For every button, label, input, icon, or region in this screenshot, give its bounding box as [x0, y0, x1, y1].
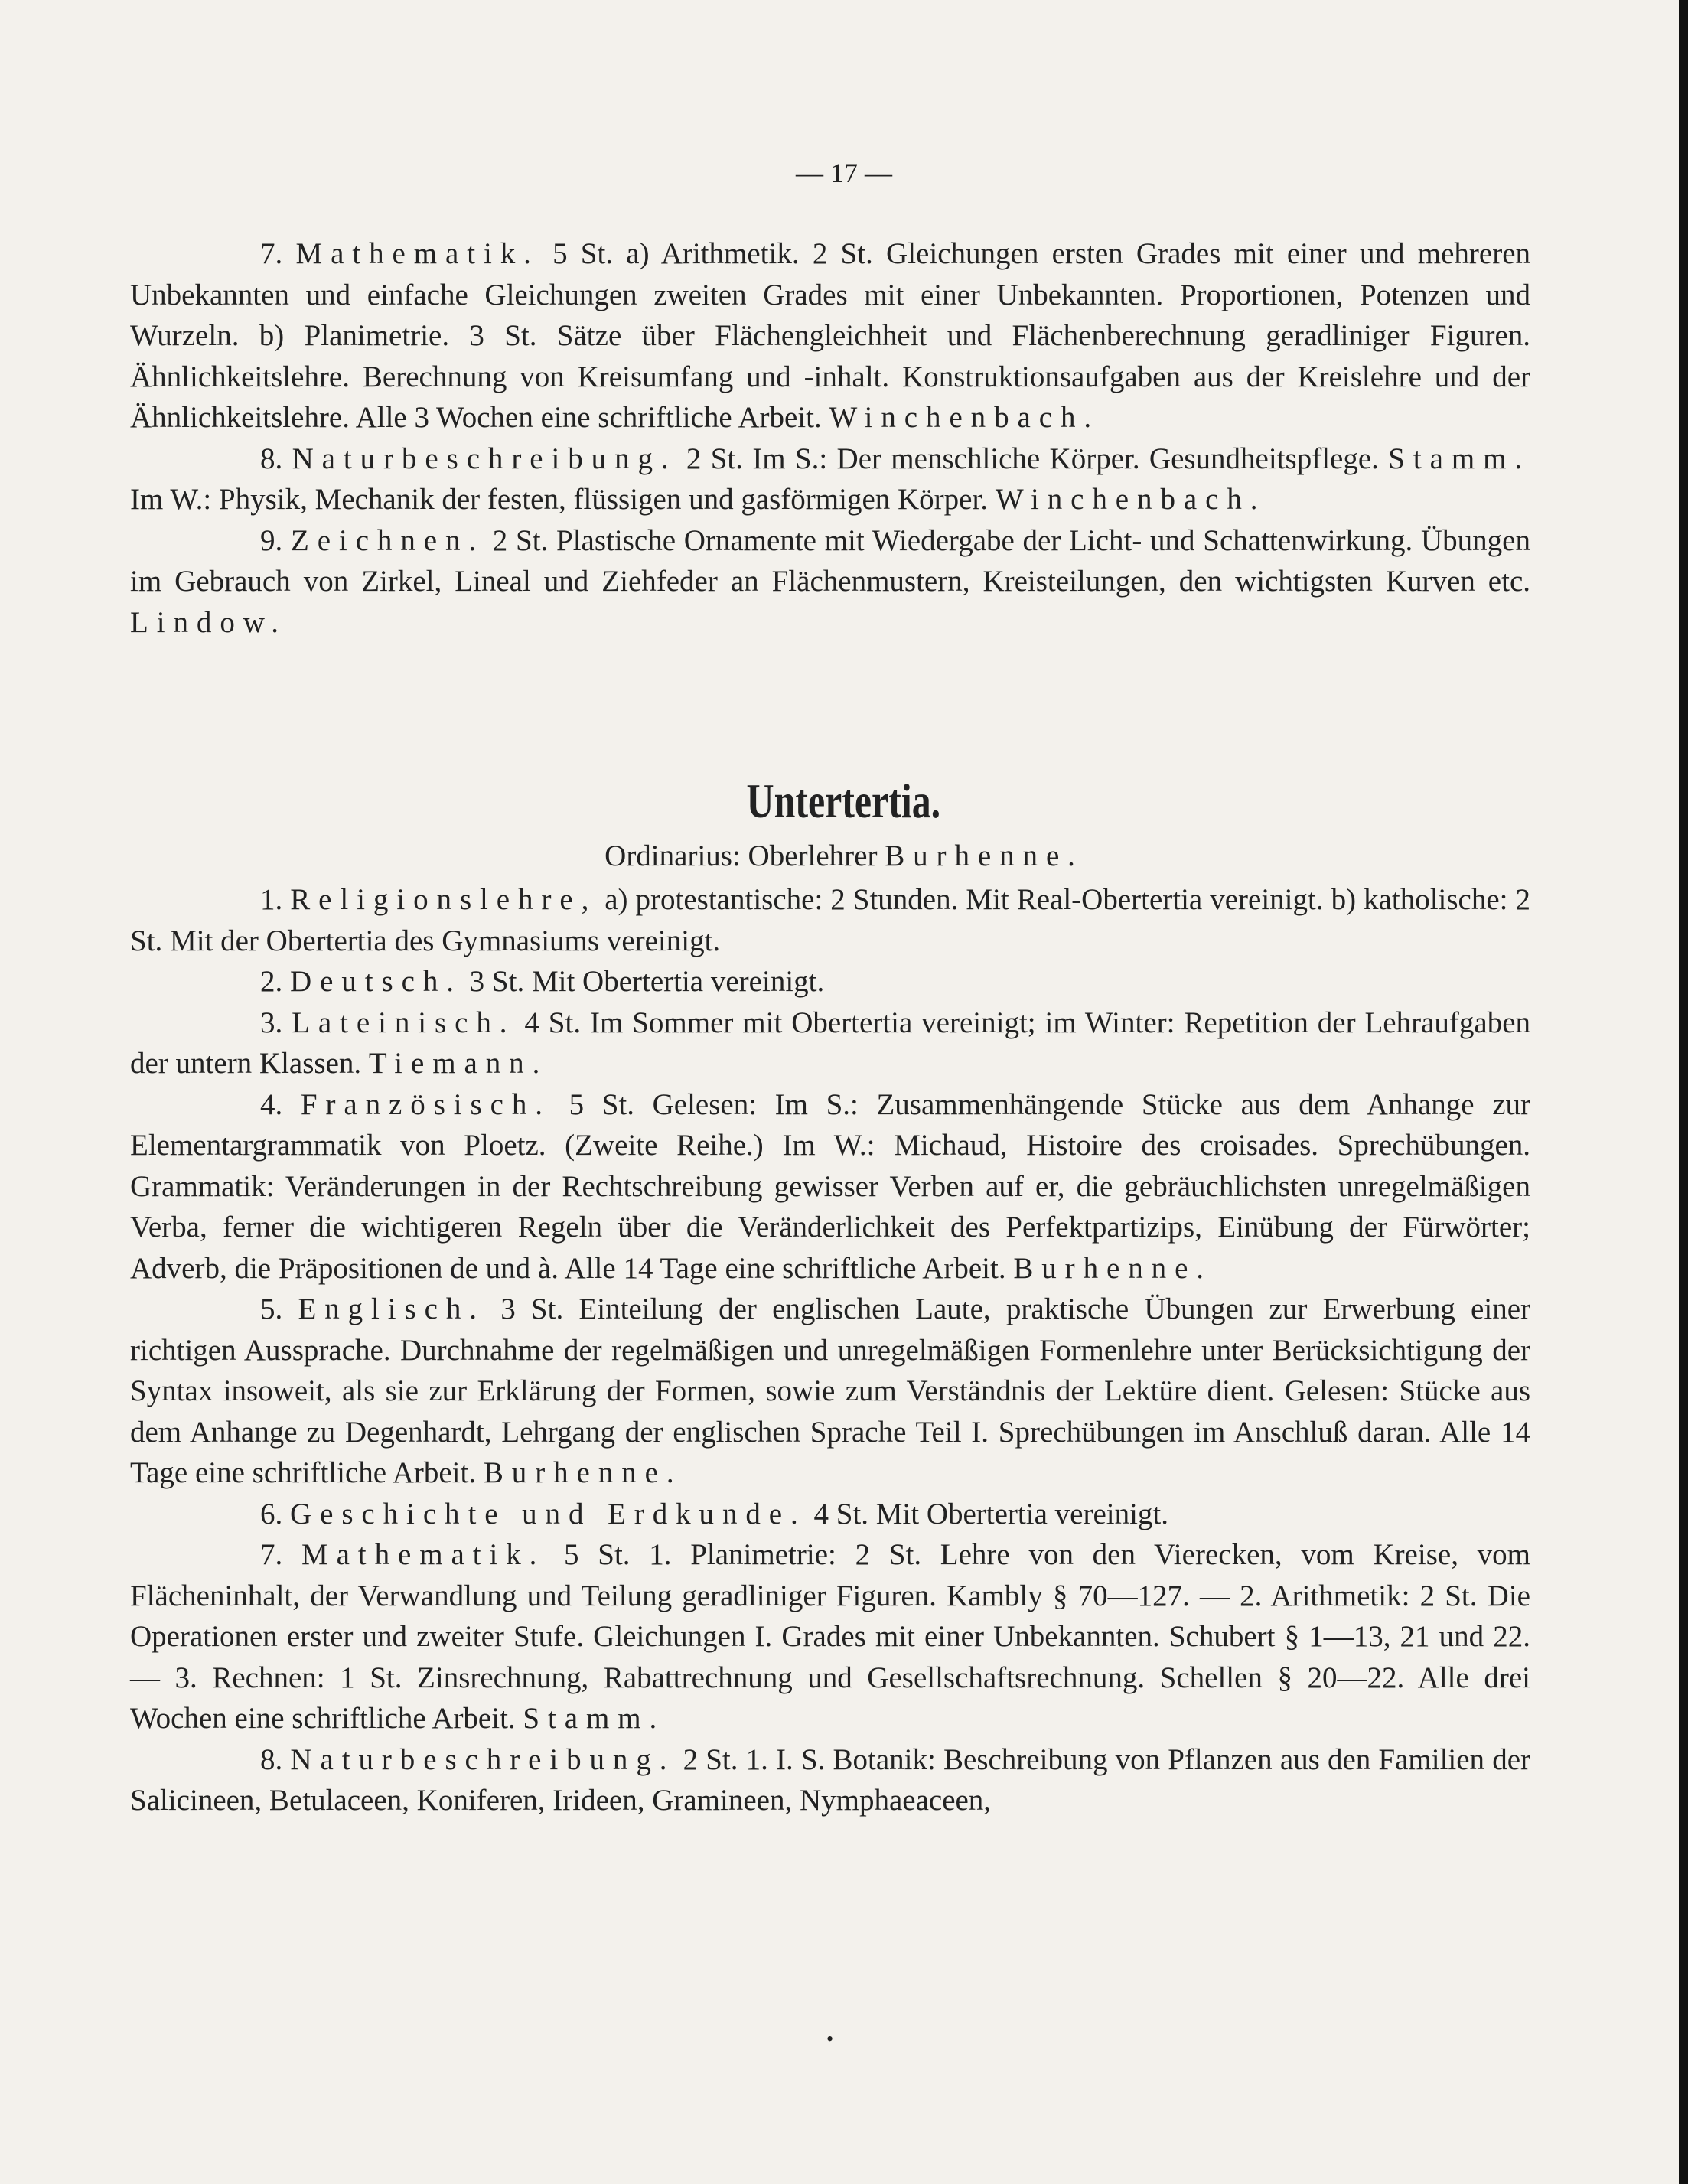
item-number: 7.: [260, 237, 283, 270]
item-number: 7.: [260, 1538, 283, 1571]
subject-name: Französisch.: [300, 1087, 551, 1121]
subject-name: Deutsch.: [290, 965, 462, 998]
item-text: 2 St. Im S.: Der menschliche Körper. Gesundheitspflege.: [676, 442, 1379, 475]
teacher-name: Tiemann.: [368, 1047, 549, 1080]
subject-name: Mathematik.: [301, 1538, 546, 1571]
paragraph-deutsch: [130, 961, 1530, 1002]
untertertia-section: [130, 879, 1530, 1821]
item-text: 5 St. Gelesen: Im S.: Zusammenhängende Stücke aus dem Anhange zur Elementargrammatik von Ploetz. (Zweite Reihe.) Im W.: Michaud, Histoire des croisades. Sprechübungen. Grammatik: Veränderungen in der Rechtschreibung gewisser Verben auf er, die gebräuchlichsten unregelmäßigen Verba, ferner die wichtigeren Regeln über die Veränderlichkeit des Perfektpartizips, Einübung der Fürwörter; Adverb, die Präpositionen de und à. Alle 14 Tage eine schriftliche Arbeit.: [130, 1087, 1531, 1285]
paragraph-naturbeschreibung-untertertia: [130, 1739, 1530, 1821]
ordinarius-line: [0, 839, 1688, 873]
item-text: 4 St. Mit Obertertia vereinigt.: [806, 1497, 1169, 1530]
item-text: 4 St. Im Sommer mit Obertertia vereinigt; im Winter: Repetition der Lehraufgaben der untern Klassen.: [130, 1006, 1531, 1080]
item-text: 3 St. Einteilung der englischen Laute, praktische Übungen zur Erwerbung einer richtigen Aussprache. Durchnahme der regelmäßigen und unregelmäßigen Formenlehre unter Berücksichtigung der Syntax insoweit, als sie zur Erklärung der Formen, sowie zum Verständnis der Lektüre dient. Gelesen: Stücke aus dem Anhange zu Degenhardt, Lehrgang der englischen Sprache Teil I. Sprechübungen im Anschluß daran. Alle 14 Tage eine schriftliche Arbeit.: [130, 1292, 1530, 1489]
subject-name: Naturbeschreibung.: [292, 442, 677, 475]
bottom-mark: •: [826, 2028, 834, 2050]
item-text: a) protestantische: 2 Stunden. Mit Real-Obertertia vereinigt. b) katholische: 2 St. Mit der Obertertia des Gymnasiums vereinigt.: [130, 883, 1531, 957]
paragraph-englisch: [130, 1289, 1530, 1494]
teacher-name: Winchenbach.: [829, 401, 1100, 434]
item-text: 5 St. a) Arithmetik. 2 St. Gleichungen ersten Grades mit einer und mehreren Unbekannten und einfache Gleichungen zweiten Grades mit einer Unbekannten. Proportionen, Potenzen und Wurzeln. b) Planimetrie. 3 St. Sätze über Flächengleichheit und Flächenberechnung geradliniger Figuren. Ähnlichkeitslehre. Berechnung von Kreisumfang und -inhalt. Konstruktionsaufgaben aus der Kreislehre und der Ähnlichkeitslehre. Alle 3 Wochen eine schriftliche Arbeit.: [130, 237, 1530, 434]
subject-name: Religionslehre,: [290, 883, 598, 916]
item-number: 8.: [260, 1742, 283, 1776]
item-text: 2 St. 1. I. S. Botanik: Beschreibung von Pflanzen aus den Familien der Salicineen, Betulaceen, Koniferen, Irideen, Gramineen, Nymphaeaceen,: [130, 1742, 1531, 1817]
teacher-name: Stamm.: [523, 1702, 666, 1735]
item-text-2: Im W.: Physik, Mechanik der festen, flüssigen und gasförmigen Körper.: [130, 483, 989, 516]
paragraph-geschichte: [130, 1494, 1530, 1535]
section-heading: Untertertia.: [746, 774, 941, 828]
item-number: 4.: [260, 1087, 283, 1121]
item-number: 9.: [260, 523, 283, 557]
ordinarius-label: Ordinarius: Oberlehrer: [604, 839, 878, 872]
paragraph-naturbeschreibung: [130, 438, 1530, 520]
item-text: 2 St. Plastische Ornamente mit Wiedergabe der Licht- und Schattenwirkung. Übungen im Gebrauch von Zirkel, Lineal und Ziehfeder an Flächenmustern, Kreisteilungen, den wichtigsten Kurven etc.: [130, 523, 1530, 598]
paragraph-lateinisch: [130, 1002, 1530, 1084]
item-number: 3.: [260, 1006, 283, 1039]
subject-name: Naturbeschreibung.: [290, 1742, 676, 1776]
teacher-name-2: Winchenbach.: [995, 483, 1266, 516]
subject-name: Mathematik.: [295, 237, 539, 270]
scan-edge: [1679, 0, 1688, 2184]
page-number: — 17 —: [796, 158, 892, 188]
item-number: 8.: [260, 442, 283, 475]
paragraph-mathematik-untertertia: [130, 1534, 1530, 1739]
teacher-name: Lindow.: [130, 605, 287, 639]
paragraph-franzoesisch: [130, 1084, 1530, 1289]
subject-name: Englisch.: [298, 1292, 485, 1325]
item-text: 5 St. 1. Planimetrie: 2 St. Lehre von den Vierecken, vom Kreise, vom Flächeninhalt, der Verwandlung und Teilung geradliniger Figuren. Kambly § 70—127. — 2. Arithmetik: 2 St. Die Operationen erster und zweiter Stufe. Gleichungen I. Grades mit einer Unbekannten. Schubert § 1—13, 21 und 22. — 3. Rechnen: 1 St. Zinsrechnung, Rabattrechnung und Gesellschaftsrechnung. Schellen § 20—22. Alle drei Wochen eine schriftliche Arbeit.: [130, 1538, 1530, 1735]
top-section: [130, 233, 1530, 643]
item-number: 5.: [260, 1292, 283, 1325]
paragraph-religion: [130, 879, 1530, 961]
subject-name: Lateinisch.: [292, 1006, 516, 1039]
teacher-name: Burhenne.: [1013, 1251, 1212, 1285]
item-number: 1.: [260, 883, 283, 916]
item-text: 3 St. Mit Obertertia vereinigt.: [461, 965, 825, 998]
paragraph-mathematik: [130, 233, 1530, 438]
item-number: 6.: [260, 1497, 283, 1530]
paragraph-zeichnen: [130, 520, 1530, 644]
subject-name: Zeichnen.: [290, 523, 485, 557]
ordinarius-name: Burhenne.: [885, 839, 1084, 872]
subject-name: Geschichte und Erdkunde.: [290, 1497, 807, 1530]
teacher-name: Burhenne.: [483, 1456, 683, 1489]
item-number: 2.: [260, 965, 283, 998]
teacher-name: Stamm.: [1388, 442, 1531, 475]
